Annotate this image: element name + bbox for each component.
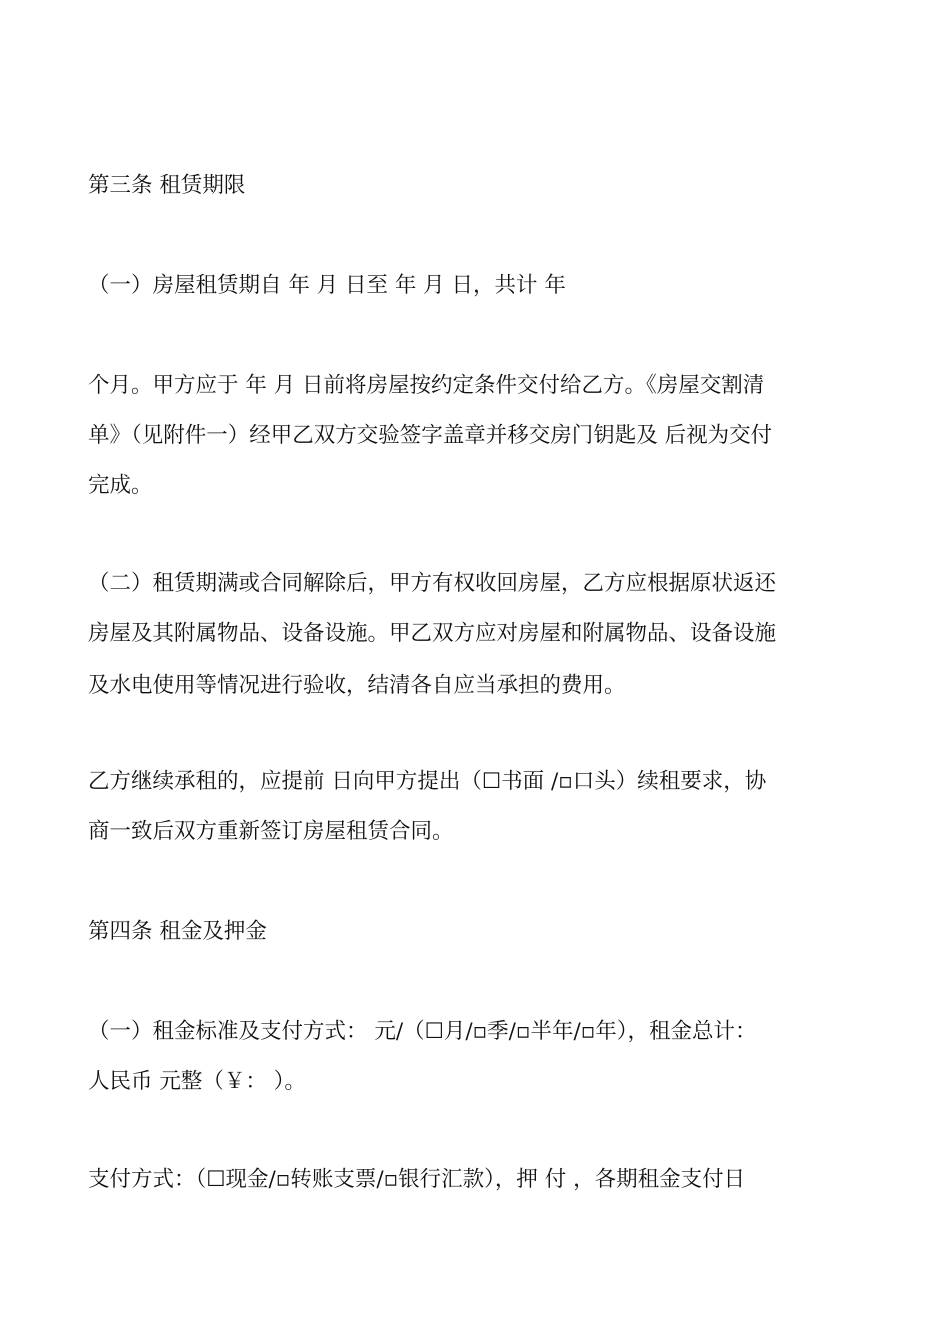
- renewal-clause-line-1: 乙方继续承租的，应提前 日向甲方提出（☐书面 /▫口头）续租要求，协: [88, 769, 767, 794]
- lease-end-clause-line-3: 及水电使用等情况进行验收，结清各自应当承担的费用。: [88, 673, 626, 698]
- article-3-heading: 第三条 租赁期限: [88, 173, 246, 198]
- lease-term-clause-line-4: 完成。: [88, 473, 153, 498]
- rent-standard-line-1: （一）租金标准及支付方式： 元/（☐月/▫季/▫半年/▫年），租金总计：: [88, 1019, 757, 1044]
- payment-method-line: 支付方式：（☐现金/▫转账支票/▫银行汇款），押 付 ，各期租金支付日: [88, 1167, 746, 1192]
- lease-term-clause-line-1: （一）房屋租赁期自 年 月 日至 年 月 日，共计 年: [88, 273, 566, 298]
- lease-term-clause-line-3: 单》（见附件一）经甲乙双方交验签字盖章并移交房门钥匙及 后视为交付: [88, 423, 773, 448]
- lease-end-clause-line-2: 房屋及其附属物品、设备设施。甲乙双方应对房屋和附属物品、设备设施: [88, 621, 777, 646]
- lease-end-clause-line-1: （二）租赁期满或合同解除后，甲方有权收回房屋，乙方应根据原状返还: [88, 571, 777, 596]
- article-4-heading: 第四条 租金及押金: [88, 919, 267, 944]
- lease-term-clause-line-2: 个月。甲方应于 年 月 日前将房屋按约定条件交付给乙方。《房屋交割清: [88, 373, 765, 398]
- rent-standard-line-2: 人民币 元整（￥： ）。: [88, 1069, 306, 1094]
- renewal-clause-line-2: 商一致后双方重新签订房屋租赁合同。: [88, 819, 454, 844]
